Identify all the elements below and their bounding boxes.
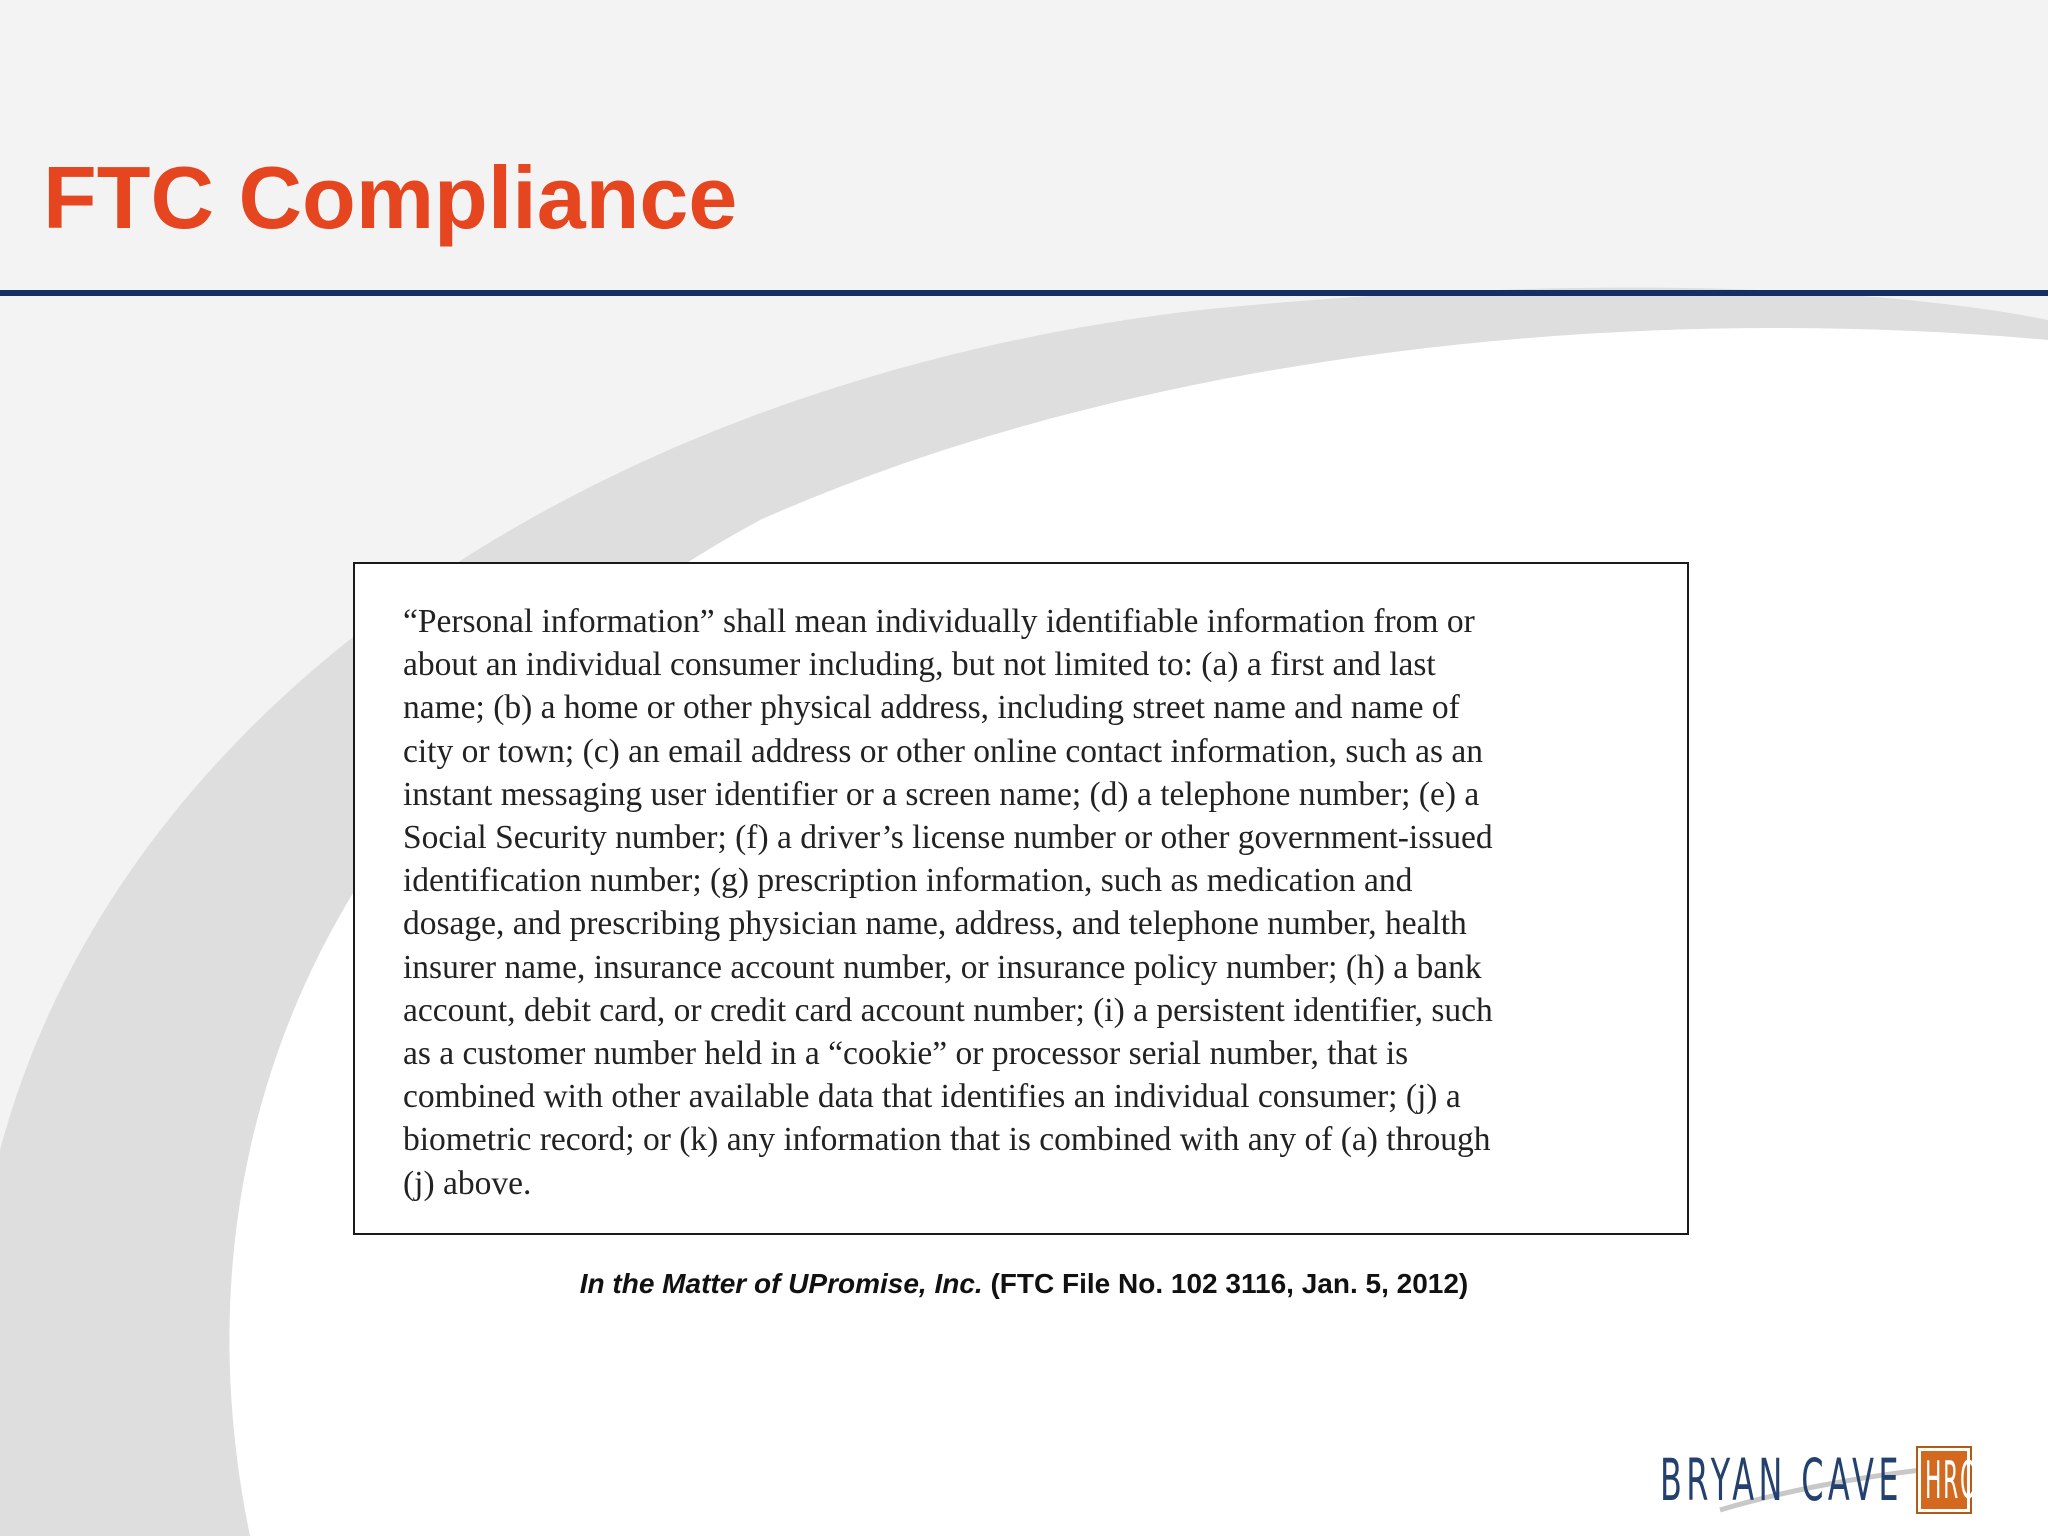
slide-title: FTC Compliance: [43, 148, 738, 247]
citation: [0, 1268, 2048, 1300]
logo-badge-text: HRO: [1925, 1451, 1979, 1511]
title-divider: [0, 290, 2048, 296]
definition-quote-text: “Personal information” shall mean individually identifiable information from or about an individual consumer including, but not limited to: (a) a first and last name; (b) a home or other physical address, including street name and name of city or town; (c) an email address or other online contact information, such as an instant messaging user identifier or a screen name; (d) a telephone number; (e) a Social Security number; (f) a driver’s license number or other government-issued identification number; (g) prescription information, such as medication and dosage, and prescribing physician name, address, and telephone number, health insurer name, insurance account number, or insurance policy number; (h) a bank account, debit card, or credit card account number; (i) a persistent identifier, such as a customer number held in a “cookie” or processor serial number, that is combined with other available data that identifies an individual consumer; (j) a biometric record; or (k) any information that is combined with any of (a) through (j) above.: [403, 603, 1493, 1202]
logo-badge: [1918, 1448, 1979, 1512]
definition-quote-box: [353, 562, 1689, 1235]
bryan-cave-logo: [1660, 1444, 2000, 1524]
citation-details: (FTC File No. 102 3116, Jan. 5, 2012): [982, 1268, 1469, 1299]
citation-case-name: In the Matter of UPromise, Inc.: [579, 1268, 983, 1299]
logo-wordmark: BRYAN CAVE: [1660, 1446, 1903, 1514]
